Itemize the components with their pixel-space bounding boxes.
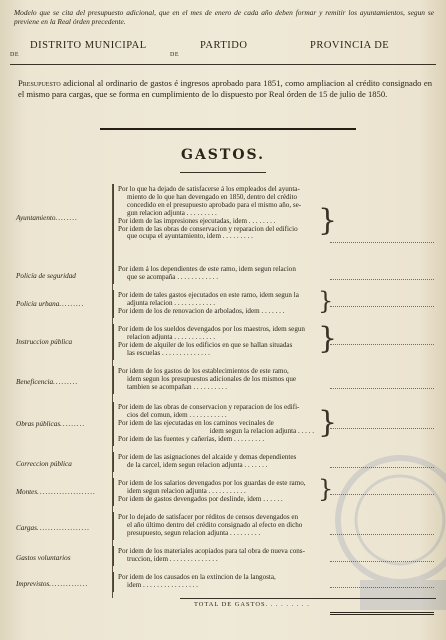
amount-line [330, 494, 434, 495]
section-brace: } [318, 287, 334, 315]
entry-line: Por idem de los causados en la extincion de la langosta, [118, 573, 276, 581]
category-label: Beneficencia......... [16, 378, 79, 386]
amount-line [330, 279, 434, 280]
library-stamp-mark [330, 380, 446, 640]
entry-line: Por idem de los materiales acopiados para tal obra de nueva cons- [118, 547, 305, 555]
entry-list [118, 404, 314, 444]
entry-line: Por idem de gastos devengados por deslinde, idem . . . . . . [118, 494, 283, 503]
entry-list [118, 480, 314, 504]
entry-line: idem segun los presupuestos adicionales de los mismos que [127, 374, 297, 383]
amount-line [330, 561, 434, 562]
amount-line [330, 306, 434, 307]
distrito-heading: DISTRITO MUNICIPAL [30, 40, 147, 51]
partido-de-label: DE [170, 52, 179, 58]
entry-line: Por idem de los sueldos devengados por los maestros, idem segun [118, 325, 305, 333]
entry-line: Por idem de los salarios devengados por los guardas de este ramo, [118, 479, 306, 487]
entry-line: Por idem de los de renovacion de arbolados, idem . . . . . . . [118, 306, 285, 315]
entry-list [118, 514, 314, 538]
entry-line: las escuelas . . . . . . . . . . . . . . [127, 348, 210, 357]
entry-line: de la carcel, idem segun relacion adjunta . . . . . . . [127, 460, 268, 469]
entry-line: concedido en el presupuesto aprobado para el mismo año, se- [127, 200, 302, 209]
amount-line [330, 587, 434, 588]
entry-list [118, 574, 314, 590]
header-note: Modelo que se cita del presupuesto adicional, que en el mes de enero de cada año deben formar y remitir los ayuntamientos, segun se previene en la Real órden precedente. [14, 8, 434, 26]
entry-line: relacion adjunta . . . . . . . . . . . . [127, 332, 216, 341]
section-brace: } [318, 203, 338, 238]
title-underline [180, 172, 266, 173]
provincia-heading: PROVINCIA DE [310, 40, 390, 51]
amount-line [330, 344, 434, 345]
presupuesto-paragraph [18, 78, 432, 99]
entry-line: tambien se acompañan . . . . . . . . . . [127, 382, 228, 391]
category-label: Imprevistos.............. [16, 580, 89, 588]
category-label: Montes..................... [16, 488, 96, 496]
entry-line: miento de lo que han devengado en 1850, dentro del crédito [127, 192, 298, 201]
section-brace: } [318, 321, 338, 356]
entry-line: Por idem de tales gastos ejecutados en este ramo, idem segun la [118, 291, 299, 299]
entry-line: Por idem de alquiler de los edificios en que se hallan situadas [118, 340, 293, 349]
entry-line: Por idem á los dependientes de este ramo, idem segun relacion [118, 265, 296, 273]
presupuesto-lead: Presupuesto [18, 78, 61, 88]
category-label: Cargas................... [16, 524, 91, 532]
amount-line [330, 388, 434, 389]
entry-line: Por idem de las ejecutadas en los caminos vecinales de [118, 418, 274, 427]
section-title: GASTOS. [180, 147, 266, 163]
category-label: Policía de seguridad [16, 272, 76, 280]
entry-line: que se acompaña . . . . . . . . . . . . [127, 272, 219, 281]
entry-line: Por idem de las fuentes y cañerías, idem . . . . . . . . . [118, 434, 265, 443]
presupuesto-text: adicional al ordinario de gastos é ingresos aprobado para 1851, como ampliacion al crédito consignado en el mismo para cargas, que se forma en cumplimiento de lo dispuesto por Real órden de 15 de julio de 1850. [18, 78, 432, 99]
entry-line: cios del comun, idem . . . . . . . . . . . [127, 410, 227, 419]
entry-line: que ocupa el ayuntamiento, idem . . . . . . . . . [127, 232, 253, 241]
entry-line: Por idem de las obras de conservacion y reparacion del edificio [118, 224, 298, 233]
entry-line: truccion, idem . . . . . . . . . . . . . . [127, 554, 218, 563]
amount-line [330, 242, 434, 243]
entry-list [118, 548, 314, 564]
entry-list [118, 292, 314, 316]
entry-line: Por idem de los gastos de los establecimientos de este ramo, [118, 367, 289, 375]
entry-list [118, 186, 314, 241]
entry-line: Por lo que ha dejado de satisfacerse á los empleados del ayunta- [118, 185, 300, 193]
partido-heading: PARTIDO [200, 40, 248, 51]
amount-line [330, 428, 434, 429]
entry-line: gun relacion adjunta . . . . . . . . . [127, 208, 217, 217]
total-top-rule [180, 598, 436, 599]
distrito-de-label: DE [10, 52, 19, 58]
category-label: Instruccion pública [16, 338, 73, 346]
entry-line: Por idem de las asignaciones del alcaide y demas dependientes [118, 453, 297, 461]
category-label: Correccion pública [16, 460, 72, 468]
entry-line: adjunta relacion . . . . . . . . . . . . [127, 298, 216, 307]
section-brace: } [318, 475, 334, 503]
upper-thick-rule [100, 128, 356, 130]
entry-list [118, 368, 314, 392]
entry-line: idem . . . . . . . . . . . . . . . . [127, 580, 198, 589]
category-label: Obras públicas......... [16, 420, 86, 428]
amount-line [330, 534, 434, 535]
heading-rule [10, 64, 436, 65]
entry-line: el año último dentro del crédito consignado al efecto en dicho [127, 520, 303, 529]
total-double-rule [330, 612, 434, 615]
entry-line: Por idem de las obras de conservacion y reparacion de los edifi- [118, 403, 300, 411]
category-label: Ayuntamiento........ [16, 214, 78, 222]
section-brace: } [318, 405, 338, 440]
entry-list [118, 454, 314, 470]
entry-list [118, 326, 314, 358]
category-label: Gastos voluntarios [16, 554, 71, 562]
entry-line: Por lo dejado de satisfacer por réditos de censos devengados en [118, 513, 299, 521]
amount-line [330, 467, 434, 468]
category-label: Policía urbana......... [16, 300, 85, 308]
headings-row [10, 40, 434, 64]
entry-line: idem segun la relacion adjunta . . . . . [209, 426, 314, 435]
entry-line: Por idem de las impresiones ejecutadas, idem . . . . . . . . [118, 216, 276, 225]
total-label: TOTAL DE GASTOS. . . . . . . . . [194, 601, 310, 608]
entry-list [118, 266, 314, 282]
entry-line: idem segun relacion adjunta . . . . . . . . . . . [127, 486, 246, 495]
entry-line: presupuesto, segun relacion adjunta . . . . . . . . . [127, 528, 261, 537]
